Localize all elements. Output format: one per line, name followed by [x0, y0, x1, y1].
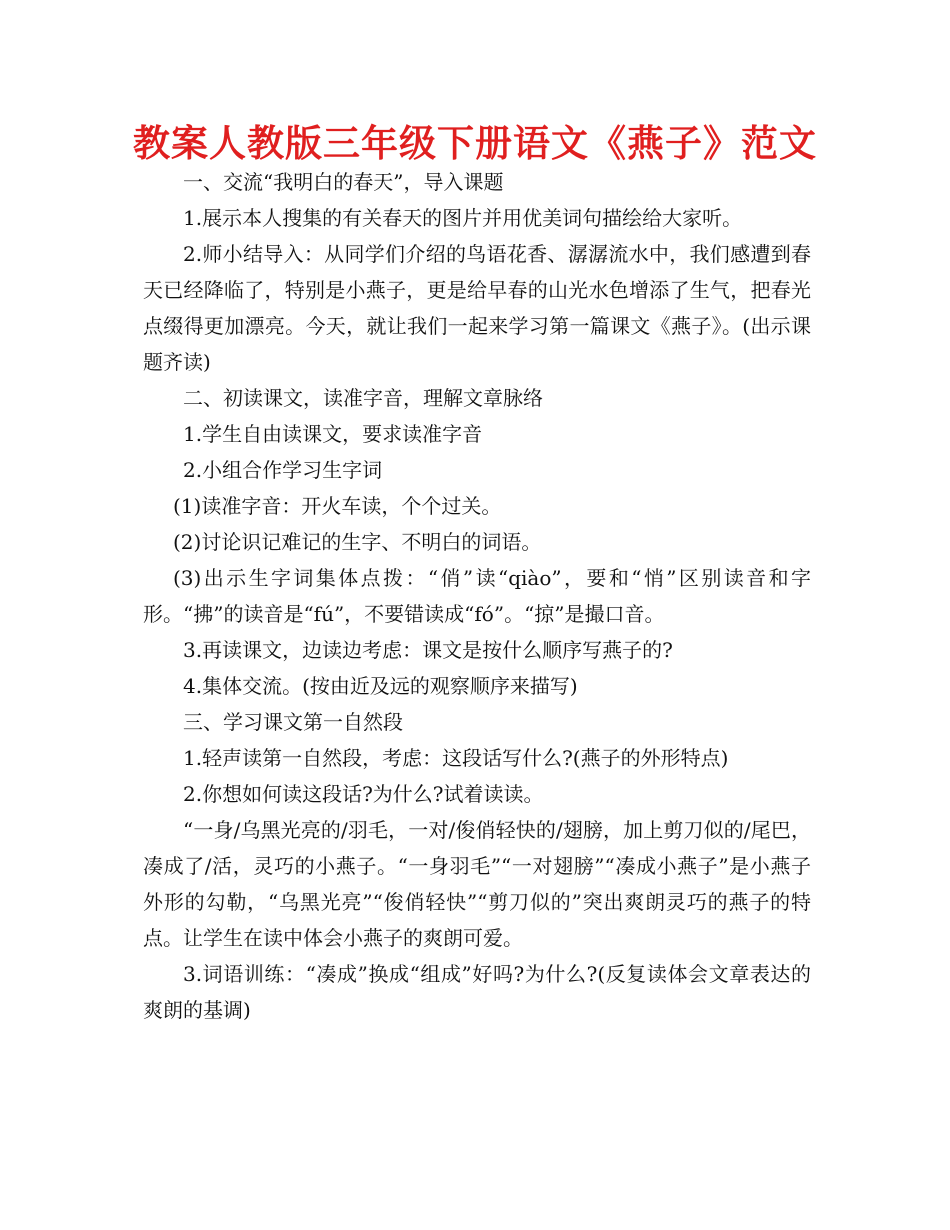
paragraph: 1.展示本人搜集的有关春天的图片并用优美词句描绘给大家听。	[183, 206, 743, 230]
paragraph: 1.轻声读第一自然段，考虑：这段话写什么?(燕子的外形特点)	[183, 746, 729, 770]
paragraph: 4.集体交流。(按由近及远的观察顺序来描写)	[183, 674, 578, 698]
list-item: (1)读准字音：开火车读，个个过关。	[173, 494, 502, 518]
document-title: 教案人教版三年级下册语文《燕子》范文	[133, 122, 817, 165]
paragraph: 2.师小结导入：从同学们介绍的鸟语花香、潺潺流水中，我们感遭到春天已经降临了，特别是小燕子，更是给早春的山光水色增添了生气，把春光点缀得更加漂亮。今天，就让我们一起来学习第一篇课文《燕子》。(出示课题齐读)	[143, 242, 811, 374]
section-heading-1: 一、交流“我明白的春天”，导入课题	[183, 170, 504, 194]
paragraph: 3.再读课文，边读边考虑：课文是按什么顺序写燕子的?	[183, 638, 673, 662]
list-item: (3)出示生字词集体点拨：“俏”读“qiào”，要和“悄”区别读音和字形。“拂”的读音是“fú”，不要错读成“fó”。“掠”是撮口音。	[143, 566, 811, 626]
quoted-passage: “一身/乌黑光亮的/羽毛，一对/俊俏轻快的/翅膀，加上剪刀似的/尾巴，凑成了/活，灵巧的小燕子。“一身羽毛”“一对翅膀”“凑成小燕子”是小燕子外形的勾勒，“乌黑光亮”“俊俏轻快”“剪刀似的”突出爽朗灵巧的燕子的特点。让学生在读中体会小燕子的爽朗可爱。	[143, 818, 811, 950]
section-heading-3: 三、学习课文第一自然段	[183, 710, 403, 734]
section-heading-2: 二、初读课文，读准字音，理解文章脉络	[183, 386, 543, 410]
document-body	[143, 164, 811, 1028]
paragraph: 2.小组合作学习生字词	[183, 458, 383, 482]
paragraph: 2.你想如何读这段话?为什么?试着读读。	[183, 782, 544, 806]
paragraph: 3.词语训练：“凑成”换成“组成”好吗?为什么?(反复读体会文章表达的爽朗的基调)	[143, 962, 811, 1022]
list-item: (2)讨论识记难记的生字、不明白的词语。	[173, 530, 542, 554]
paragraph: 1.学生自由读课文，要求读准字音	[183, 422, 483, 446]
